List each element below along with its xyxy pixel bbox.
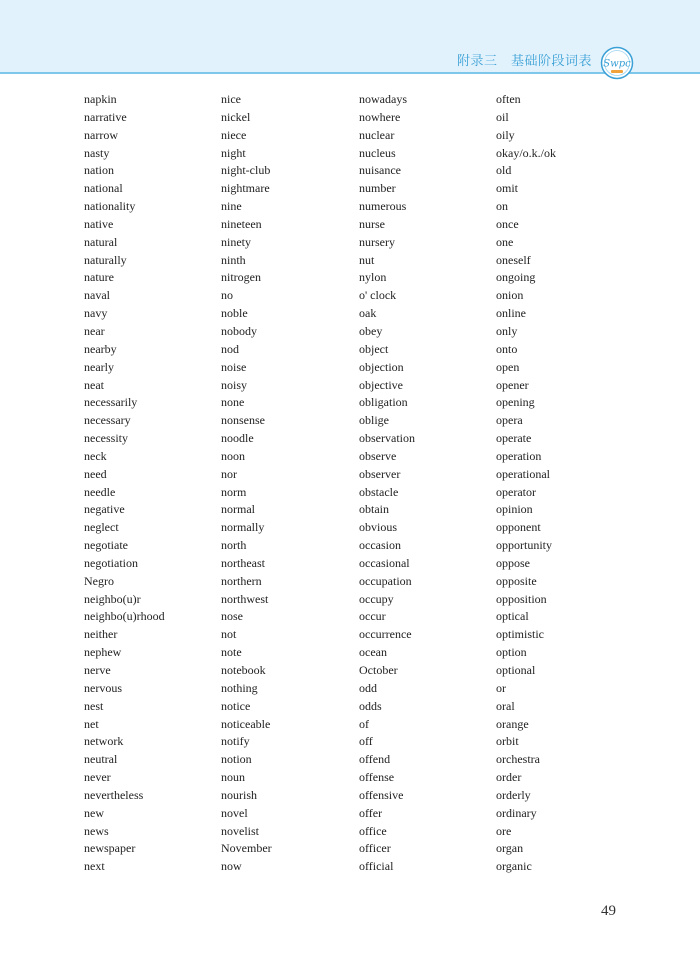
word-entry: orderly: [496, 787, 531, 802]
word-entry: nuclear: [359, 127, 395, 142]
word-entry: oneself: [496, 252, 531, 267]
word-entry: ocean: [359, 645, 387, 660]
word-entry: November: [221, 841, 272, 856]
word-entry: noun: [221, 770, 245, 785]
word-entry: normally: [221, 520, 265, 535]
word-entry: occupation: [359, 573, 412, 588]
word-entry: okay/o.k./ok: [496, 145, 556, 160]
word-entry: oily: [496, 127, 515, 142]
word-column-2: [221, 91, 351, 876]
word-entry: nourish: [221, 787, 257, 802]
word-entry: odd: [359, 680, 377, 695]
word-entry: nucleus: [359, 145, 396, 160]
word-entry: norm: [221, 484, 247, 499]
word-entry: narrative: [84, 109, 127, 124]
word-entry: nature: [84, 270, 114, 285]
word-column-3: [359, 91, 489, 876]
word-entry: normal: [221, 502, 255, 517]
word-entry: official: [359, 859, 394, 874]
word-entry: opening: [496, 395, 535, 410]
word-entry: opener: [496, 377, 529, 392]
word-entry: nose: [221, 609, 243, 624]
word-entry: occasion: [359, 538, 401, 553]
word-entry: never: [84, 770, 111, 785]
word-entry: Negro: [84, 573, 114, 588]
word-entry: next: [84, 859, 105, 874]
word-entry: neck: [84, 448, 107, 463]
word-entry: only: [496, 323, 518, 338]
word-entry: net: [84, 716, 99, 731]
word-entry: national: [84, 181, 123, 196]
word-entry: newspaper: [84, 841, 136, 856]
word-entry: occurrence: [359, 627, 412, 642]
word-entry: needle: [84, 484, 116, 499]
word-entry: optional: [496, 663, 536, 677]
word-entry: of: [359, 716, 369, 731]
word-entry: notebook: [221, 663, 266, 677]
word-entry: nevertheless: [84, 787, 144, 802]
word-entry: offer: [359, 805, 383, 820]
word-entry: napkin: [84, 92, 117, 106]
word-entry: naval: [84, 288, 110, 303]
word-column-4: [496, 91, 626, 876]
word-entry: off: [359, 734, 373, 749]
word-entry: noisy: [221, 377, 248, 392]
word-entry: northwest: [221, 591, 269, 606]
word-entry: orbit: [496, 734, 519, 749]
word-entry: nervous: [84, 680, 122, 695]
word-entry: oak: [359, 306, 377, 321]
word-entry: negative: [84, 502, 125, 517]
word-entry: offend: [359, 752, 391, 767]
word-entry: novelist: [221, 823, 259, 838]
word-entry: option: [496, 645, 527, 660]
word-entry: note: [221, 645, 242, 660]
word-entry: novel: [221, 805, 248, 820]
word-entry: ongoing: [496, 270, 536, 285]
word-entry: one: [496, 234, 514, 249]
word-entry: noodle: [221, 431, 254, 446]
word-entry: now: [221, 859, 242, 874]
word-entry: opportunity: [496, 538, 552, 553]
word-entry: onto: [496, 341, 518, 356]
word-entry: ore: [496, 823, 512, 838]
word-entry: nearly: [84, 359, 114, 374]
word-entry: operation: [496, 448, 542, 463]
page-header-title: 附录三 基础阶段词表: [456, 54, 592, 69]
word-entry: noise: [221, 359, 247, 374]
word-entry: organic: [496, 859, 532, 874]
word-entry: nobody: [221, 323, 257, 338]
word-entry: nice: [221, 92, 241, 106]
word-entry: number: [359, 181, 396, 196]
word-entry: nowhere: [359, 109, 401, 124]
word-entry: neighbo(u)r: [84, 591, 141, 606]
word-entry: online: [496, 306, 526, 321]
word-entry: numerous: [359, 199, 407, 214]
word-entry: opponent: [496, 520, 541, 535]
word-entry: order: [496, 770, 522, 785]
word-entry: operate: [496, 431, 532, 446]
word-entry: October: [359, 663, 398, 677]
word-entry: ninety: [221, 234, 251, 249]
word-entry: nasty: [84, 145, 110, 160]
header-band: [0, 0, 700, 72]
word-entry: notice: [221, 698, 251, 713]
word-entry: often: [496, 92, 521, 106]
word-entry: no: [221, 288, 233, 303]
word-entry: nephew: [84, 645, 122, 660]
word-entry: offensive: [359, 787, 404, 802]
word-entry: observer: [359, 466, 401, 481]
word-entry: obtain: [359, 502, 389, 517]
word-entry: need: [84, 466, 107, 481]
word-entry: office: [359, 823, 387, 838]
word-entry: nitrogen: [221, 270, 261, 285]
word-entry: object: [359, 341, 389, 356]
word-entry: necessity: [84, 431, 128, 446]
word-entry: news: [84, 823, 109, 838]
word-entry: niece: [221, 127, 247, 142]
word-entry: opposite: [496, 573, 537, 588]
word-entry: objection: [359, 359, 404, 374]
word-entry: optimistic: [496, 627, 544, 642]
word-entry: night: [221, 145, 246, 160]
publisher-logo-icon: [600, 46, 634, 80]
word-entry: not: [221, 627, 237, 642]
word-entry: orchestra: [496, 752, 540, 767]
word-entry: ordinary: [496, 805, 537, 820]
word-entry: orange: [496, 716, 529, 731]
word-entry: noble: [221, 306, 248, 321]
word-entry: noon: [221, 448, 245, 463]
word-entry: obligation: [359, 395, 408, 410]
word-entry: neither: [84, 627, 118, 642]
page-number: 49: [601, 903, 616, 919]
word-entry: oil: [496, 109, 509, 124]
word-entry: nightmare: [221, 181, 270, 196]
word-entry: optical: [496, 609, 529, 624]
header-rule: [0, 72, 700, 74]
svg-text:Swpc: Swpc: [603, 58, 631, 70]
word-entry: nursery: [359, 234, 395, 249]
word-entry: nurse: [359, 216, 385, 231]
word-entry: offense: [359, 770, 395, 785]
word-entry: network: [84, 734, 124, 749]
word-entry: necessary: [84, 413, 131, 428]
word-entry: narrow: [84, 127, 118, 142]
word-entry: nylon: [359, 270, 387, 285]
word-entry: obvious: [359, 520, 398, 535]
word-entry: neglect: [84, 520, 119, 535]
word-entry: nerve: [84, 663, 111, 677]
word-entry: nowadays: [359, 92, 407, 106]
word-entry: native: [84, 216, 114, 231]
word-entry: oral: [496, 698, 515, 713]
word-entry: nine: [221, 199, 242, 214]
word-entry: necessarily: [84, 395, 138, 410]
word-entry: nickel: [221, 109, 251, 124]
word-entry: northern: [221, 573, 262, 588]
word-entry: nuisance: [359, 163, 401, 178]
word-entry: obstacle: [359, 484, 399, 499]
word-entry: observation: [359, 431, 415, 446]
word-entry: operational: [496, 466, 550, 481]
word-entry: new: [84, 805, 104, 820]
word-entry: nationality: [84, 199, 136, 214]
word-entry: occupy: [359, 591, 394, 606]
word-entry: organ: [496, 841, 524, 856]
word-entry: ninth: [221, 252, 246, 267]
word-entry: opera: [496, 413, 523, 428]
word-entry: nineteen: [221, 216, 262, 231]
word-entry: or: [496, 680, 506, 695]
word-entry: nothing: [221, 680, 258, 695]
word-entry: nut: [359, 252, 375, 267]
word-entry: old: [496, 163, 512, 178]
word-entry: neat: [84, 377, 104, 392]
word-entry: o' clock: [359, 288, 397, 303]
word-entry: odds: [359, 698, 382, 713]
word-entry: open: [496, 359, 520, 374]
word-entry: omit: [496, 181, 519, 196]
word-entry: navy: [84, 306, 108, 321]
word-entry: night-club: [221, 163, 271, 178]
word-entry: occasional: [359, 555, 410, 570]
word-entry: neutral: [84, 752, 118, 767]
word-entry: oblige: [359, 413, 389, 428]
word-entry: officer: [359, 841, 391, 856]
word-entry: naturally: [84, 252, 127, 267]
word-entry: neighbo(u)rhood: [84, 609, 165, 624]
word-entry: nation: [84, 163, 114, 178]
word-entry: occur: [359, 609, 386, 624]
word-entry: natural: [84, 234, 118, 249]
word-entry: on: [496, 199, 508, 214]
word-entry: operator: [496, 484, 536, 499]
word-entry: objective: [359, 377, 403, 392]
word-entry: notion: [221, 752, 252, 767]
word-entry: oppose: [496, 555, 530, 570]
word-column-1: [84, 91, 214, 876]
word-entry: opinion: [496, 502, 533, 517]
word-entry: negotiate: [84, 538, 128, 553]
word-entry: nor: [221, 466, 237, 481]
word-entry: obey: [359, 323, 383, 338]
word-entry: north: [221, 538, 247, 553]
word-entry: nest: [84, 698, 104, 713]
word-entry: nearby: [84, 341, 117, 356]
word-entry: nonsense: [221, 413, 265, 428]
word-entry: opposition: [496, 591, 547, 606]
word-entry: notify: [221, 734, 250, 749]
word-entry: noticeable: [221, 716, 271, 731]
word-entry: nod: [221, 341, 239, 356]
word-entry: negotiation: [84, 555, 138, 570]
word-entry: near: [84, 323, 105, 338]
word-entry: none: [221, 395, 245, 410]
word-entry: once: [496, 216, 519, 231]
word-entry: observe: [359, 448, 397, 463]
word-entry: northeast: [221, 555, 265, 570]
word-entry: onion: [496, 288, 524, 303]
